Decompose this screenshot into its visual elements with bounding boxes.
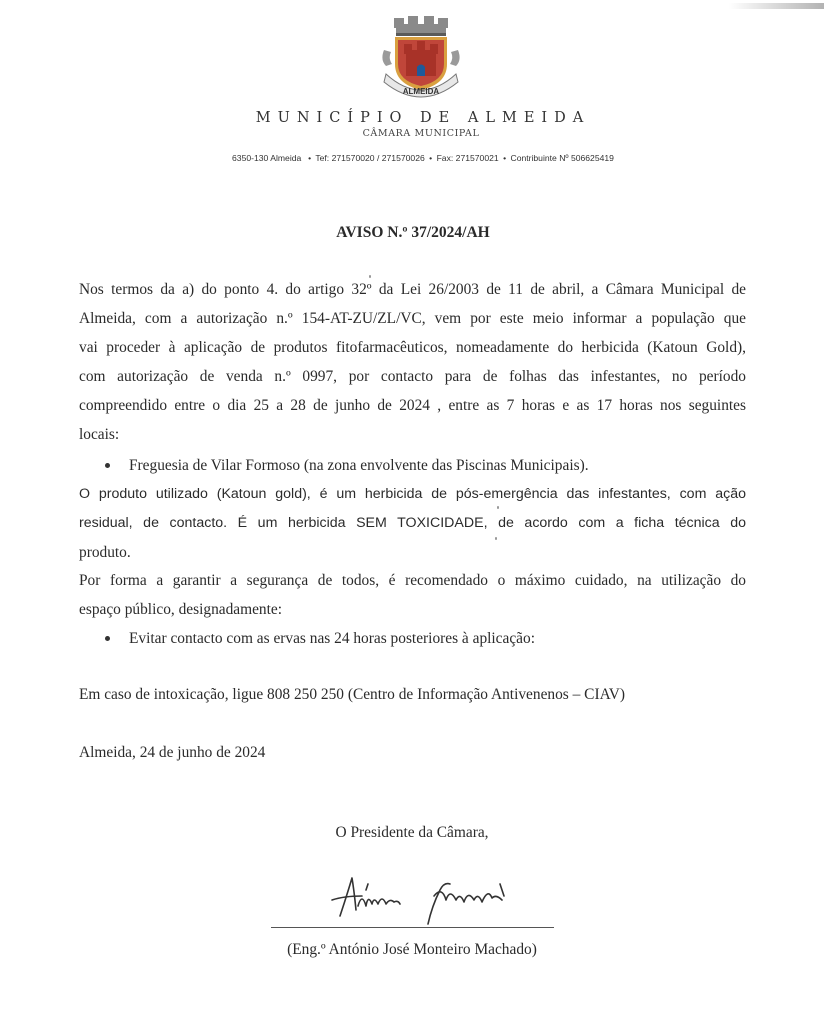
department-name: CÂMARA MUNICIPAL [362,128,480,139]
text-line: Almeida, com a autorização n.º 154-AT-ZU/ZL/VC, vem por este meio informar a população que [79,310,746,327]
bullet-icon [105,636,110,641]
place-and-date: Almeida, 24 de junho de 2024 [79,744,266,761]
address: 6350-130 Almeida [232,153,302,163]
scan-speck [495,537,497,540]
text-line: produto. [79,544,131,561]
text-line: com autorização de venda n.º 0997, por contacto para de folhas das infestantes, no período [79,368,746,385]
text-line: locais: [79,426,120,443]
product-paragraph [79,480,746,567]
scan-edge-artifact [729,3,824,9]
text-line: vai proceder à aplicação de produtos fitofarmacêuticos, nomeadamente do herbicida (Katoun Gold), [79,339,746,356]
emergency-contact: Em caso de intoxicação, ligue 808 250 250 (Centro de Informação Antivenenos – CIAV) [79,686,625,703]
phone: Tef: 271570020 / 271570026 [315,153,425,163]
recommendation-list-item [79,624,746,653]
intro-paragraph [79,275,746,449]
tax-id: Contribuinte Nº 506625419 [510,153,614,163]
bullet-icon [105,463,110,468]
text-line: Nos termos da a) do ponto 4. do artigo 32º da Lei 26/2003 de 11 de abril, a Câmara Municipal de [79,281,746,298]
separator: • [305,153,312,163]
signatory-name: (Eng.º António José Monteiro Machado) [287,941,537,958]
municipal-crest-icon [378,14,464,102]
recommendation-text: Evitar contacto com as ervas nas 24 horas posteriores à aplicação: [129,630,535,647]
text-line: Por forma a garantir a segurança de todos, é recomendado o máximo cuidado, na utilização do [79,572,746,589]
location-text: Freguesia de Vilar Formoso (na zona envolvente das Piscinas Municipais). [129,457,589,474]
contact-line [0,153,824,163]
location-list-item [79,451,746,480]
text-line: compreendido entre o dia 25 a 28 de junho de 2024 , entre as 7 horas e as 17 horas nos seguintes [79,397,746,414]
municipality-name: MUNICÍPIO DE ALMEIDA [255,110,591,126]
fax: Fax: 271570021 [436,153,499,163]
text-line: espaço público, designadamente: [79,601,283,618]
signatory-role: O Presidente da Câmara, [335,824,489,841]
scan-speck [369,275,371,278]
text-line: O produto utilizado (Katoun gold), é um herbicida de pós-emergência das infestantes, com ação [79,486,746,502]
scan-speck [497,506,499,509]
handwritten-signature-icon [322,870,532,930]
signature-line [271,927,554,928]
safety-paragraph [79,566,746,624]
notice-title: AVISO N.º 37/2024/AH [336,224,490,241]
svg-text:ALMEIDA: ALMEIDA [402,87,440,96]
text-line: residual, de contacto. É um herbicida SEM TOXICIDADE, de acordo com a ficha técnica do [79,515,746,531]
separator: • [429,153,433,163]
separator: • [503,153,507,163]
